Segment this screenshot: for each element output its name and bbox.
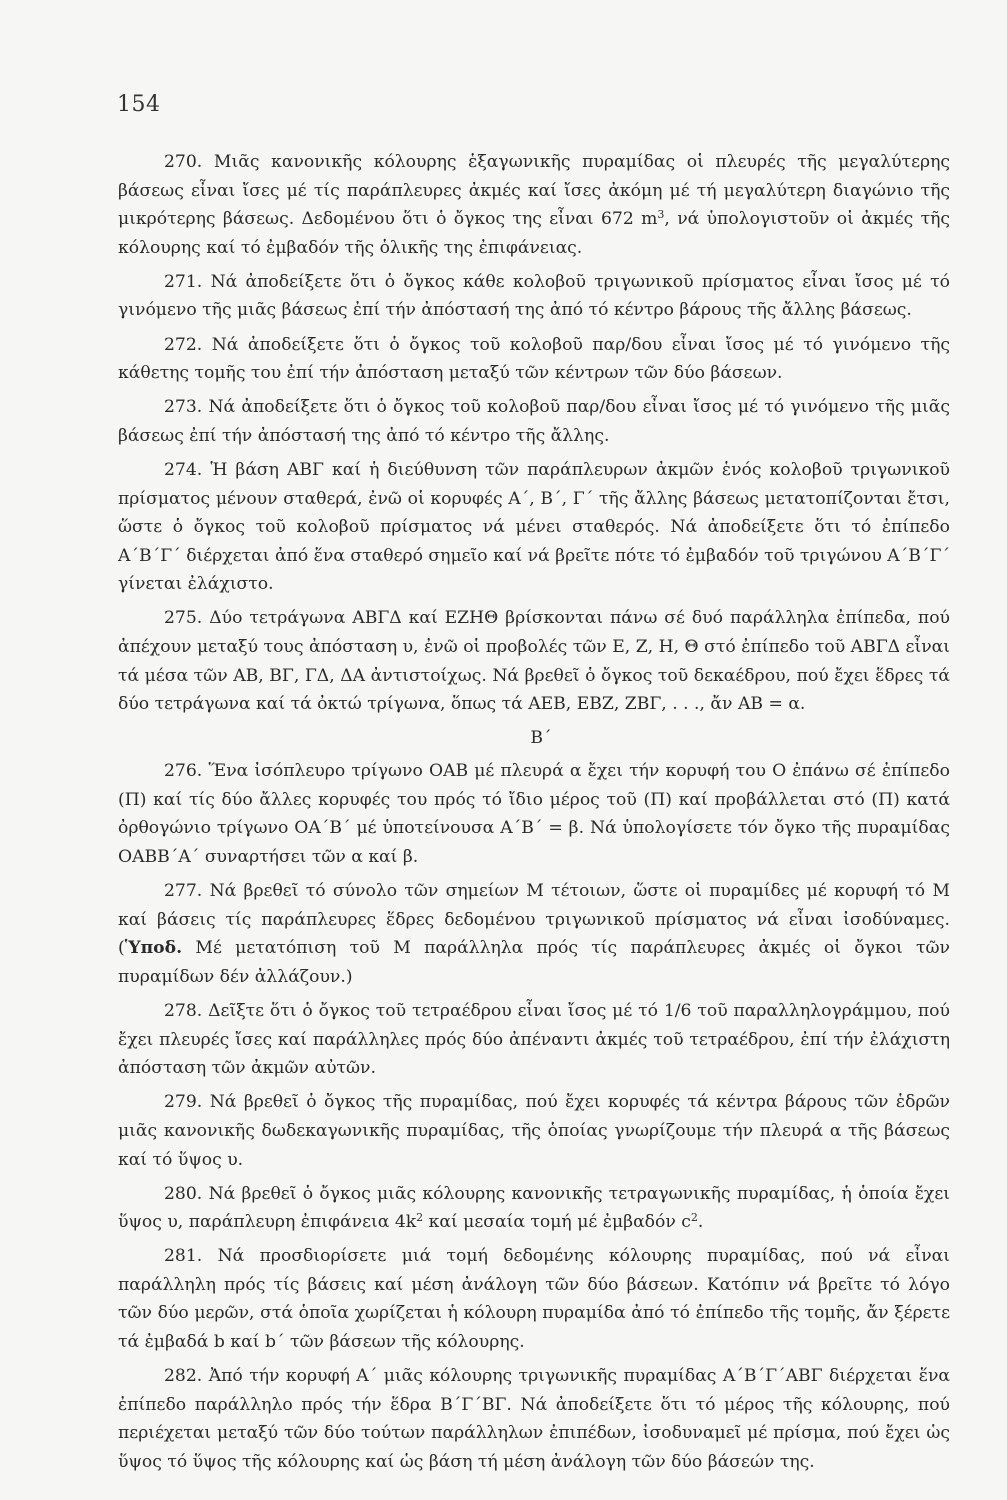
superscript: 2 xyxy=(690,1211,698,1225)
page-body xyxy=(118,148,950,1482)
problem-272 xyxy=(118,331,950,388)
problem-text: Ἡ βάση ΑΒΓ καί ἡ διεύθυνση τῶν παράπλευρων ἀκμῶν ἑνός κολοβοῦ τριγωνικοῦ πρίσματος μένουν σταθερά, ἐνῶ οἱ κορυφές Α΄, Β΄, Γ΄ τῆς ἄλλης βάσεως μετατοπίζονται ἔτσι, ὥστε ὁ ὄγκος τοῦ κολοβοῦ πρίσματος νά μένει σταθερός. Νά ἀποδείξετε ὅτι τό ἐπίπεδο Α΄Β΄Γ΄ διέρχεται ἀπό ἕνα σταθερό σημεῖο καί νά βρεῖτε πότε τό ἐμβαδόν τοῦ τριγώνου Α΄Β΄Γ΄ γίνεται ἐλάχιστο. xyxy=(118,459,951,595)
problem-text: Ἀπό τήν κορυφή Α΄ μιᾶς κόλουρης τριγωνικῆς πυραμίδας Α΄Β΄Γ΄ΑΒΓ διέρχεται ἕνα ἐπίπεδο παράλληλο πρός τήν ἕδρα Β΄Γ΄ΒΓ. Νά ἀποδείξετε ὅτι τό μέρος τῆς κόλουρης, πού περιέχεται μεταξύ τῶν δύο τούτων παράλληλων ἐπιπέδων, ἰσοδυναμεῖ μέ πρίσμα, πού ἔχει ὡς ὕψος τό ὕψος τῆς κόλουρης καί ὡς βάση τή μέση ἀνάλογη τῶν δύο βάσεών της. xyxy=(118,1366,950,1472)
problem-281 xyxy=(118,1242,950,1356)
problem-number: 277. xyxy=(164,881,203,902)
problem-text: Δύο τετράγωνα ΑΒΓΔ καί ΕΖΗΘ βρίσκονται πάνω σέ δυό παράλληλα ἐπίπεδα, πού ἀπέχουν μεταξύ τους ἀπόσταση υ, ἐνῶ οἱ προβολές τῶν Ε, Ζ, Η, Θ στό ἐπίπεδο τοῦ ΑΒΓΔ εἶναι τά μέσα τῶν ΑΒ, ΒΓ, ΓΔ, ΔΑ ἀντιστοίχως. Νά βρεθεῖ ὁ ὄγκος τοῦ δεκαέδρου, πού ἔχει ἕδρες τά δύο τετράγωνα καί τά ὀκτώ τρίγωνα, ὅπως τά ΑΕΒ, ΕΒΖ, ΖΒΓ, . . ., ἄν ΑΒ = α. xyxy=(118,608,950,715)
problem-number: 282. xyxy=(164,1366,203,1387)
problem-number: 272. xyxy=(164,334,203,355)
problem-279 xyxy=(118,1088,950,1174)
problem-273 xyxy=(118,393,950,450)
page-number: 154 xyxy=(117,92,161,117)
problem-number: 275. xyxy=(164,608,203,629)
section-heading: Β΄ xyxy=(530,728,552,749)
problem-text-cont: Μέ μετατόπιση τοῦ Μ παράλληλα πρός τίς παράπλευρες ἀκμές οἱ ὄγκοι τῶν πυραμίδων δέν ἀλλάζουν.) xyxy=(118,938,950,987)
problem-text: Μιᾶς κανονικῆς κόλουρης ἑξαγωνικῆς πυραμίδας οἱ πλευρές τῆς μεγαλύτερης βάσεως εἶναι ἴσες μέ τίς παράπλευρες ἀκμές καί ἴσες ἀκόμη μέ τή μεγαλύτερη διαγώνιο τῆς μικρότερης βάσεως. Δεδομένου ὅτι ὁ ὄγκος της εἶναι 672 m xyxy=(118,152,950,230)
problem-277 xyxy=(118,877,950,991)
problem-275 xyxy=(118,604,950,718)
problem-text: Νά βρεθεῖ τό σύνολο τῶν σημείων Μ τέτοιων, ὥστε οἱ πυραμίδες μέ κορυφή τό Μ καί βάσεις τίς παράπλευρες ἕδρες δεδομένου τριγωνικοῦ πρίσματος νά εἶναι ἰσοδύναμες. ( xyxy=(118,881,951,959)
problem-text: Ἕνα ἰσόπλευρο τρίγωνο ΟΑΒ μέ πλευρά α ἔχει τήν κορυφή του Ο ἐπάνω σέ ἐπίπεδο (Π) καί τίς δύο ἄλλες κορυφές του πρός τό ἴδιο μέρος τοῦ (Π) καί προβάλλεται στό (Π) κατά ὀρθογώνιο τρίγωνο ΟΑ΄Β΄ μέ ὑποτείνουσα Α΄Β΄ = β. Νά ὑπολογίσετε τόν ὄγκο τῆς πυραμίδας ΟΑΒΒ΄Α΄ συναρτήσει τῶν α καί β. xyxy=(118,761,950,868)
problem-text: Νά ἀποδείξετε ὅτι ὁ ὄγκος τοῦ κολοβοῦ παρ/δου εἶναι ἴσος μέ τό γινόμενο τῆς κάθετης τομῆς του ἐπί τήν ἀπόσταση μεταξύ τῶν κέντρων τῶν δύο βάσεων. xyxy=(118,334,950,384)
problem-number: 276. xyxy=(164,761,203,782)
problem-number: 279. xyxy=(164,1092,203,1113)
problem-278 xyxy=(118,997,950,1083)
problem-number: 278. xyxy=(164,1001,203,1022)
problem-number: 280. xyxy=(164,1183,203,1204)
problem-text: Νά ἀποδείξετε ὅτι ὁ ὄγκος τοῦ κολοβοῦ παρ/δου εἶναι ἴσος μέ τό γινόμενο τῆς μιᾶς βάσεως ἐπί τήν ἀπόστασή της ἀπό τό κέντρο τῆς ἄλλης. xyxy=(118,397,950,446)
problem-text: Νά βρεθεῖ ὁ ὄγκος μιᾶς κόλουρης κανονικῆς τετραγωνικῆς πυραμίδας, ἡ ὁποία ἔχει ὕψος υ, παράπλευρη ἐπιφάνεια 4k xyxy=(118,1183,950,1233)
hint-label: Ὑποδ. xyxy=(124,938,183,959)
problem-text-cont: , νά ὑπολογιστοῦν οἱ ἀκμές τῆς κόλουρης καί τό ἐμβαδόν τῆς ὁλικῆς της ἐπιφάνειας. xyxy=(118,209,951,258)
problem-280 xyxy=(118,1180,950,1237)
problem-number: 273. xyxy=(164,397,203,418)
problem-text-end: . xyxy=(697,1212,704,1233)
problem-text: Νά προσδιορίσετε μιά τομή δεδομένης κόλουρης πυραμίδας, πού νά εἶναι παράλληλη πρός τίς βάσεις καί μέση ἀνάλογη τῶν δύο βάσεων. Κατόπιν νά βρεῖτε τό λόγο τῶν δύο μερῶν, στά ὁποῖα χωρίζεται ἡ κόλουρη πυραμίδα ἀπό τό ἐπίπεδο τῆς τομῆς, ἄν ξέρετε τά ἐμβαδά b καί b΄ τῶν βάσεων τῆς κόλουρης. xyxy=(118,1246,950,1353)
problem-text-cont: καί μεσαία τομή μέ ἐμβαδόν c xyxy=(423,1212,691,1233)
problem-number: 281. xyxy=(164,1246,203,1267)
problem-276 xyxy=(118,757,950,871)
problem-282 xyxy=(118,1362,950,1476)
problem-text: Δεῖξτε ὅτι ὁ ὄγκος τοῦ τετραέδρου εἶναι ἴσος μέ τό 1/6 τοῦ παραλληλογράμμου, πού ἔχει πλευρές ἴσες καί παράλληλες πρός δύο ἀπέναντι ἀκμές τοῦ τετραέδρου, ἐπί τήν ἐλάχιστη ἀπόσταση τῶν ἀκμῶν αὐτῶν. xyxy=(118,1001,950,1079)
problem-number: 274. xyxy=(164,459,203,480)
problem-number: 271. xyxy=(164,271,203,292)
problem-number: 270. xyxy=(164,152,203,172)
problem-text: Νά ἀποδείξετε ὅτι ὁ ὄγκος κάθε κολοβοῦ τριγωνικοῦ πρίσματος εἶναι ἴσος μέ τό γινόμενο τῆς μιᾶς βάσεως ἐπί τήν ἀπόστασή της ἀπό τό κέντρο βάρους τῆς ἄλλης βάσεως. xyxy=(118,271,950,321)
problem-text: Νά βρεθεῖ ὁ ὄγκος τῆς πυραμίδας, πού ἔχει κορυφές τά κέντρα βάρους τῶν ἑδρῶν μιᾶς κανονικῆς δωδεκαγωνικῆς πυραμίδας, τῆς ὁποίας γνωρίζουμε τήν πλευρά α τῆς βάσεως καί τό ὕψος υ. xyxy=(118,1092,950,1170)
superscript: 3 xyxy=(657,208,665,222)
problem-274 xyxy=(118,456,950,599)
problem-270 xyxy=(118,148,950,262)
problem-271 xyxy=(118,268,950,325)
superscript: 2 xyxy=(416,1211,424,1225)
